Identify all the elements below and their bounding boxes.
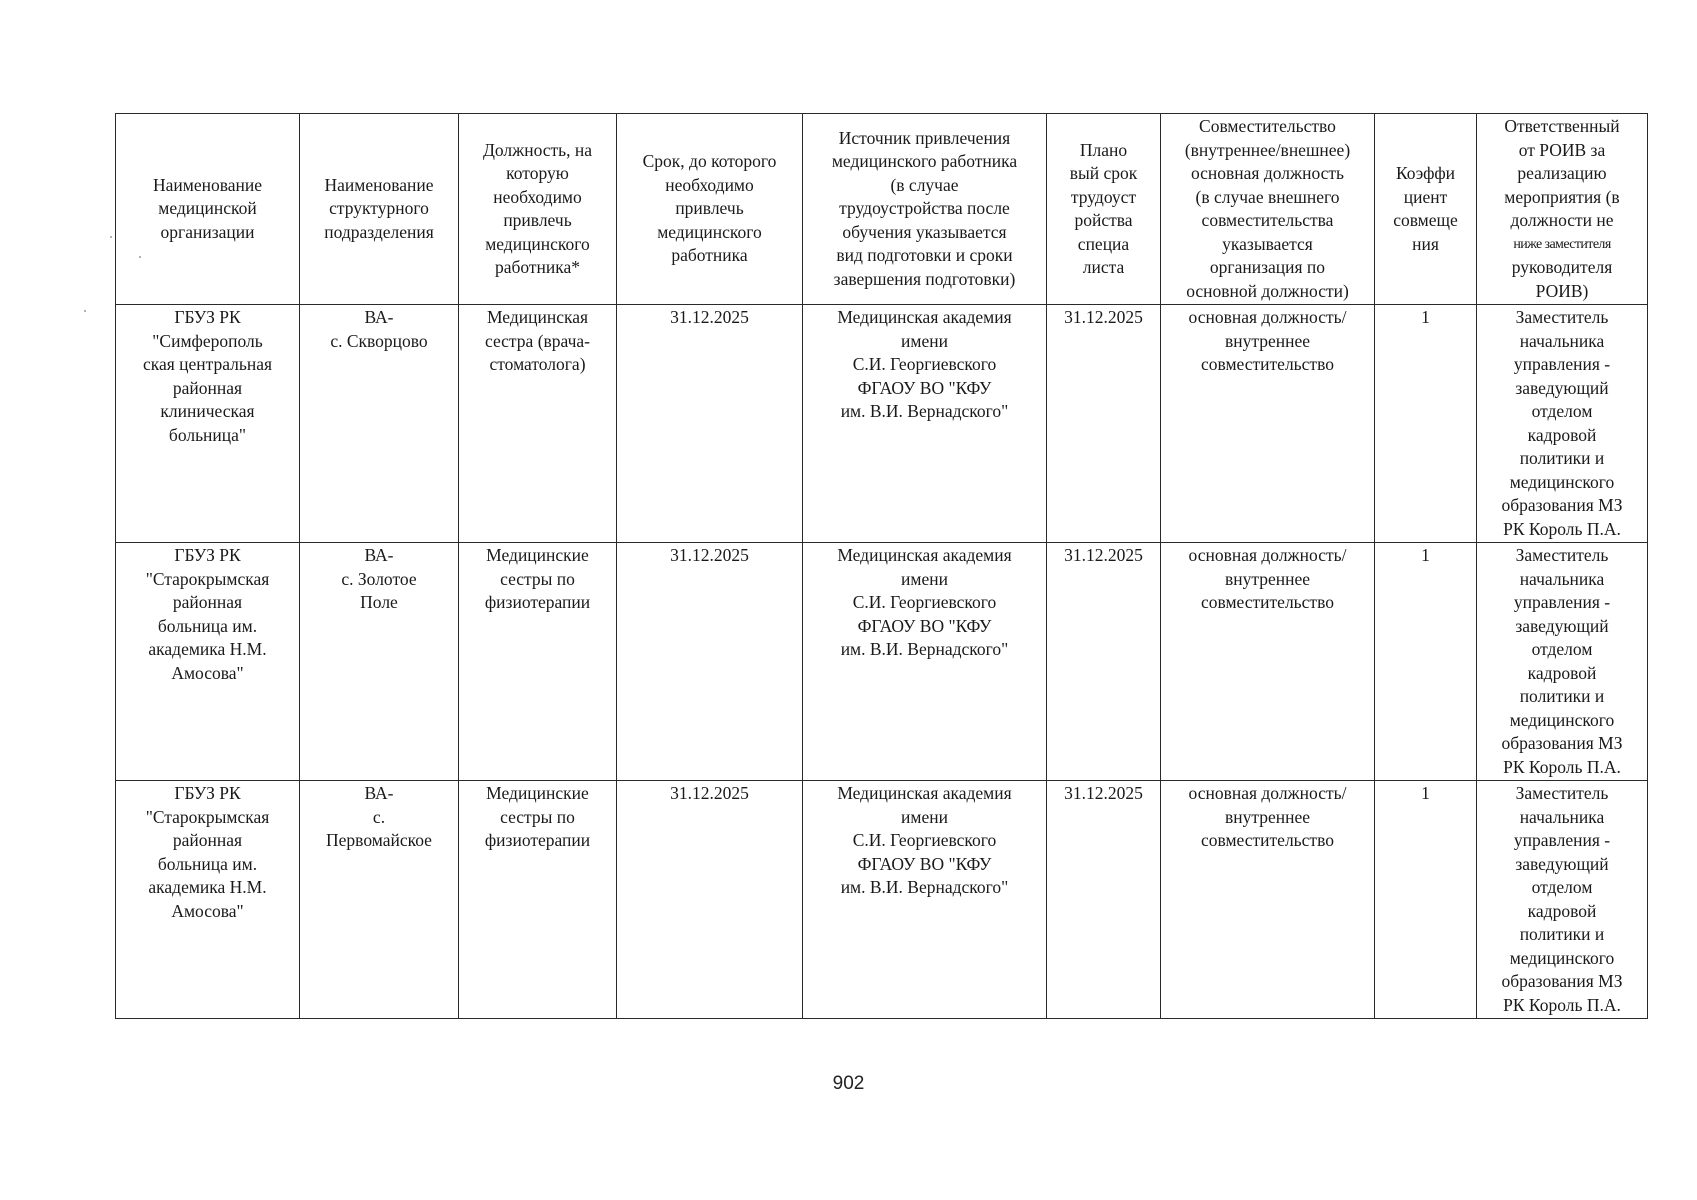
header-line: привлечь <box>503 210 572 230</box>
cell-line: начальника <box>1519 806 1605 827</box>
cell-line: медицинского <box>1509 471 1615 492</box>
cell-line: сестры по <box>500 806 575 827</box>
scan-speck <box>110 236 112 238</box>
cell-line: им. В.И. Вернадского" <box>840 639 1009 659</box>
cell-line: совместительство <box>1201 830 1334 850</box>
cell-line: 1 <box>1421 783 1430 803</box>
cell-line: Заместитель <box>1515 545 1609 565</box>
header-line: совмеще <box>1393 210 1458 230</box>
header-line: структурного <box>329 198 429 219</box>
cell-line: отделом <box>1531 877 1593 897</box>
header-line: которую <box>506 163 569 183</box>
header-line: медицинского работника <box>831 151 1018 172</box>
cell-line: физиотерапии <box>484 592 591 612</box>
cell-responsible <box>1477 543 1648 781</box>
cell-line: ГБУЗ РК <box>174 783 241 803</box>
header-line: от РОИВ за <box>1518 139 1606 160</box>
cell-line: основная должность/ <box>1188 307 1347 327</box>
cell-line: кадровой <box>1527 662 1597 683</box>
table-row <box>116 305 1648 543</box>
header-line: совместительства <box>1201 210 1334 230</box>
header-line: подразделения <box>324 221 434 242</box>
header-planned-date <box>1047 114 1161 305</box>
cell-combination <box>1161 543 1375 781</box>
cell-line: политики и <box>1519 686 1605 706</box>
cell-line: физиотерапии <box>484 830 591 850</box>
cell-line: академика Н.М. <box>148 639 267 659</box>
cell-deadline <box>617 543 803 781</box>
cell-line: ГБУЗ РК <box>174 545 241 565</box>
cell-planned-date <box>1047 543 1161 781</box>
cell-line: районная <box>172 377 243 398</box>
cell-line: "Старокрымская <box>145 568 270 589</box>
cell-line: 31.12.2025 <box>670 307 749 327</box>
cell-line: ВА- <box>364 545 394 565</box>
cell-line: РК Король П.А. <box>1503 518 1621 539</box>
cell-line: сестры по <box>500 568 575 589</box>
cell-line: РК Король П.А. <box>1503 756 1621 777</box>
scan-speck <box>139 256 141 258</box>
header-line: необходимо <box>493 186 582 207</box>
cell-deadline <box>617 305 803 543</box>
cell-line: больница" <box>168 424 247 445</box>
cell-line: политики и <box>1519 448 1605 468</box>
header-line: Совместительство <box>1199 116 1336 136</box>
cell-line: управления - <box>1513 354 1611 374</box>
cell-line: больница им. <box>157 853 258 874</box>
cell-line: имени <box>901 330 948 351</box>
header-line: обучения указывается <box>842 221 1007 242</box>
cell-line: заведующий <box>1515 853 1609 874</box>
cell-line: Медицинская <box>486 307 589 327</box>
header-line: Источник привлечения <box>838 127 1011 148</box>
cell-line: совместительство <box>1201 592 1334 612</box>
header-deadline <box>617 114 803 305</box>
header-line: организации <box>160 221 255 242</box>
header-line: необходимо <box>665 174 754 195</box>
header-line: вый срок <box>1069 163 1138 183</box>
cell-coefficient <box>1375 305 1477 543</box>
cell-line: отделом <box>1531 639 1593 659</box>
header-line: РОИВ) <box>1535 280 1589 301</box>
cell-line: ФГАОУ ВО "КФУ <box>857 853 992 874</box>
header-line: Должность, на <box>482 139 593 160</box>
header-line: листа <box>1082 257 1125 277</box>
cell-line: Медицинские <box>486 783 589 803</box>
cell-line: "Старокрымская <box>145 806 270 827</box>
cell-line: начальника <box>1519 330 1605 351</box>
table-row <box>116 781 1648 1019</box>
cell-line: внутреннее <box>1224 330 1311 351</box>
cell-position <box>459 305 617 543</box>
cell-line: Первомайское <box>326 830 432 850</box>
cell-line: 31.12.2025 <box>1064 307 1143 327</box>
cell-source <box>803 781 1047 1019</box>
cell-organization <box>116 781 300 1019</box>
cell-line: начальника <box>1519 568 1605 589</box>
header-line: медицинского <box>485 233 590 254</box>
header-line: циент <box>1403 186 1448 207</box>
cell-line: С.И. Георгиевского <box>852 830 997 850</box>
cell-organization <box>116 543 300 781</box>
header-organization <box>116 114 300 305</box>
cell-line: сестра (врача- <box>484 330 590 351</box>
header-source <box>803 114 1047 305</box>
cell-line: совместительство <box>1201 354 1334 374</box>
cell-line: основная должность/ <box>1188 783 1347 803</box>
cell-line: кадровой <box>1527 424 1597 445</box>
header-line: (внутреннее/внешнее) <box>1184 139 1351 160</box>
cell-line: с. Золотое <box>341 568 417 589</box>
cell-line: внутреннее <box>1224 806 1311 827</box>
cell-line: 31.12.2025 <box>1064 545 1143 565</box>
header-line: Наименование <box>152 174 263 195</box>
cell-line: ВА- <box>364 307 394 327</box>
header-line: основной должности) <box>1186 280 1349 301</box>
cell-responsible <box>1477 305 1648 543</box>
header-line: ниже заместителя <box>1513 236 1611 252</box>
cell-combination <box>1161 305 1375 543</box>
cell-source <box>803 543 1047 781</box>
page-number: 902 <box>832 1073 865 1094</box>
cell-line: заведующий <box>1515 377 1609 398</box>
cell-line: медицинского <box>1509 947 1615 968</box>
header-line: Плано <box>1079 139 1128 160</box>
cell-coefficient <box>1375 781 1477 1019</box>
cell-line: с. Скворцово <box>330 330 428 351</box>
cell-source <box>803 305 1047 543</box>
cell-line: 31.12.2025 <box>670 545 749 565</box>
cell-line: академика Н.М. <box>148 877 267 897</box>
cell-line: ГБУЗ РК <box>174 307 241 327</box>
cell-line: Заместитель <box>1515 783 1609 803</box>
cell-line: Медицинская академия <box>837 783 1012 803</box>
header-department <box>300 114 459 305</box>
cell-line: имени <box>901 806 948 827</box>
cell-line: основная должность/ <box>1188 545 1347 565</box>
cell-line: районная <box>172 830 243 850</box>
cell-department <box>300 305 459 543</box>
cell-line: кадровой <box>1527 900 1597 921</box>
cell-line: 1 <box>1421 307 1430 327</box>
header-line: Коэффи <box>1395 163 1456 183</box>
cell-line: больница им. <box>157 615 258 636</box>
cell-line: ВА- <box>364 783 394 803</box>
cell-line: внутреннее <box>1224 568 1311 589</box>
cell-line: Медицинская академия <box>837 307 1012 327</box>
cell-line: 31.12.2025 <box>670 783 749 803</box>
cell-line: образования МЗ <box>1501 971 1623 991</box>
cell-line: медицинского <box>1509 709 1615 730</box>
cell-organization <box>116 305 300 543</box>
header-line: руководителя <box>1511 257 1613 277</box>
header-line: реализацию <box>1517 163 1607 183</box>
cell-line: Заместитель <box>1515 307 1609 327</box>
cell-line: ФГАОУ ВО "КФУ <box>857 615 992 636</box>
cell-line: политики и <box>1519 924 1605 944</box>
header-line: (в случае <box>890 174 959 195</box>
header-line: медицинского <box>657 221 762 242</box>
cell-line: ская центральная <box>142 354 273 374</box>
cell-coefficient <box>1375 543 1477 781</box>
cell-line: образования МЗ <box>1501 733 1623 753</box>
cell-line: им. В.И. Вернадского" <box>840 401 1009 421</box>
table-header-row <box>116 114 1648 305</box>
header-line: вид подготовки и сроки <box>836 245 1013 266</box>
cell-department <box>300 543 459 781</box>
header-line: (в случае внешнего <box>1195 186 1340 207</box>
cell-line: С.И. Георгиевского <box>852 592 997 612</box>
cell-line: Амосова" <box>171 662 244 683</box>
cell-line: управления - <box>1513 592 1611 612</box>
cell-line: РК Король П.А. <box>1503 994 1621 1015</box>
header-line: организация по <box>1209 257 1326 277</box>
cell-line: имени <box>901 568 948 589</box>
header-line: работника <box>671 245 748 266</box>
cell-line: Амосова" <box>171 900 244 921</box>
scan-speck <box>84 310 86 312</box>
header-line: ния <box>1412 233 1439 254</box>
cell-responsible <box>1477 781 1648 1019</box>
cell-line: "Симферополь <box>152 330 263 351</box>
header-line: привлечь <box>675 198 744 219</box>
header-line: Срок, до которого <box>642 151 777 172</box>
header-line: медицинской <box>158 198 257 219</box>
cell-position <box>459 543 617 781</box>
cell-line: ФГАОУ ВО "КФУ <box>857 377 992 398</box>
header-position <box>459 114 617 305</box>
table-row <box>116 543 1648 781</box>
cell-line: Медицинская академия <box>837 545 1012 565</box>
cell-combination <box>1161 781 1375 1019</box>
cell-line: отделом <box>1531 401 1593 421</box>
header-combination <box>1161 114 1375 305</box>
cell-planned-date <box>1047 305 1161 543</box>
cell-deadline <box>617 781 803 1019</box>
header-line: указывается <box>1222 233 1313 254</box>
cell-line: стоматолога) <box>489 354 586 374</box>
cell-line: управления - <box>1513 830 1611 850</box>
header-line: специа <box>1077 233 1130 254</box>
cell-line: образования МЗ <box>1501 495 1623 515</box>
header-line: Наименование <box>324 174 434 195</box>
cell-line: районная <box>172 592 243 612</box>
cell-line: клиническая <box>160 401 255 421</box>
header-line: основная должность <box>1190 163 1345 183</box>
header-line: Ответственный <box>1504 116 1620 136</box>
cell-line: 1 <box>1421 545 1430 565</box>
header-line: трудоустройства после <box>839 198 1010 219</box>
cell-line: заведующий <box>1515 615 1609 636</box>
header-line: мероприятия (в <box>1504 186 1620 207</box>
header-line: работника* <box>494 257 581 277</box>
cell-line: С.И. Георгиевского <box>852 354 997 374</box>
header-coefficient <box>1375 114 1477 305</box>
header-line: завершения подготовки) <box>833 268 1016 289</box>
cell-position <box>459 781 617 1019</box>
cell-line: с. <box>372 806 386 827</box>
cell-line: 31.12.2025 <box>1064 783 1143 803</box>
header-line: ройства <box>1074 210 1133 230</box>
cell-line: Поле <box>360 592 398 612</box>
cell-department <box>300 781 459 1019</box>
cell-planned-date <box>1047 781 1161 1019</box>
header-responsible <box>1477 114 1648 305</box>
header-line: трудоуст <box>1070 186 1137 207</box>
cell-line: Медицинские <box>486 545 589 565</box>
staffing-table <box>115 113 1648 1019</box>
header-line: должности не <box>1510 210 1614 230</box>
cell-line: им. В.И. Вернадского" <box>840 877 1009 897</box>
